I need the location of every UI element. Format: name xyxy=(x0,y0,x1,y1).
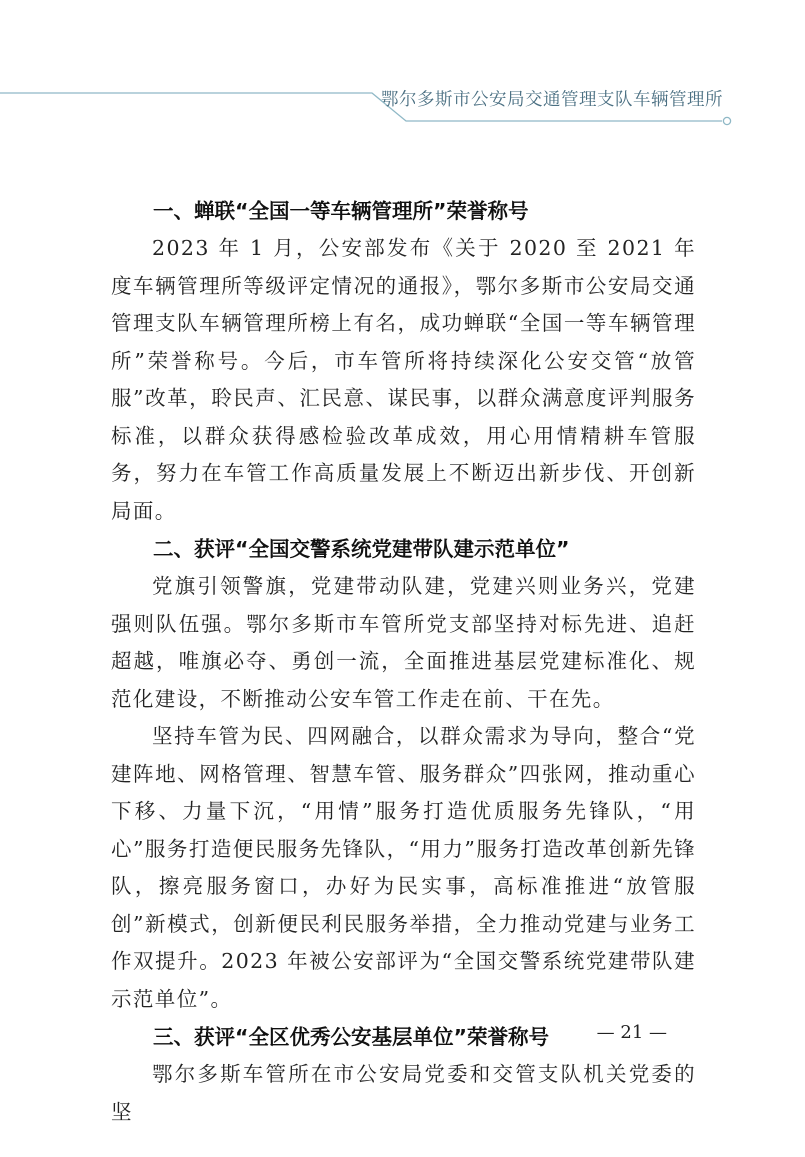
section-2-paragraph-1: 党旗引领警旗，党建带动队建，党建兴则业务兴，党建强则队伍强。鄂尔多斯市车管所党支部坚持对标先进、追赶超越，唯旗必夺、勇创一流，全面推进基层党建标准化、规范化建设，不断推动公安车管工作走在前、干在先。 xyxy=(111,574,696,711)
running-header-title: 鄂尔多斯市公安局交通管理支队车辆管理所 xyxy=(381,90,723,110)
section-heading-3: 三、获评“全区优秀公安基层单位”荣誉称号 xyxy=(153,1025,549,1049)
page-body xyxy=(111,192,696,1131)
section-3-paragraph-1: 鄂尔多斯车管所在市公安局党委和交管支队机关党委的坚 xyxy=(111,1062,696,1124)
section-heading-2: 二、获评“全国交警系统党建带队建示范单位” xyxy=(153,537,570,561)
section-2-paragraph-2: 坚持车管为民、四网融合，以群众需求为导向，整合“党建阵地、网格管理、智慧车管、服务群众”四张网，推动重心下移、力量下沉，“用情”服务打造优质服务先锋队，“用心”服务打造便民服务先锋队，“用力”服务打造改革创新先锋队，擦亮服务窗口，办好为民实事，高标准推进“放管服创”新模式，创新便民利民服务举措，全力推动党建与业务工作双提升。2023 年被公安部评为“全国交警系统党建带队建示范单位”。 xyxy=(111,724,696,1011)
page-number: — 21 — xyxy=(596,1022,667,1043)
section-heading-1: 一、蝉联“全国一等车辆管理所”荣誉称号 xyxy=(153,199,529,223)
section-1-paragraph-1: 2023 年 1 月，公安部发布《关于 2020 至 2021 年度车辆管理所等级评定情况的通报》，鄂尔多斯市公安局交通管理支队车辆管理所榜上有名，成功蝉联“全国一等车辆管理所”荣誉称号。今后，市车管所将持续深化公安交管“放管服”改革，聆民声、汇民意、谋民事，以群众满意度评判服务标准，以群众获得感检验改革成效，用心用情精耕车管服务，努力在车管工作高质量发展上不断迈出新步伐、开创新局面。 xyxy=(111,236,696,523)
